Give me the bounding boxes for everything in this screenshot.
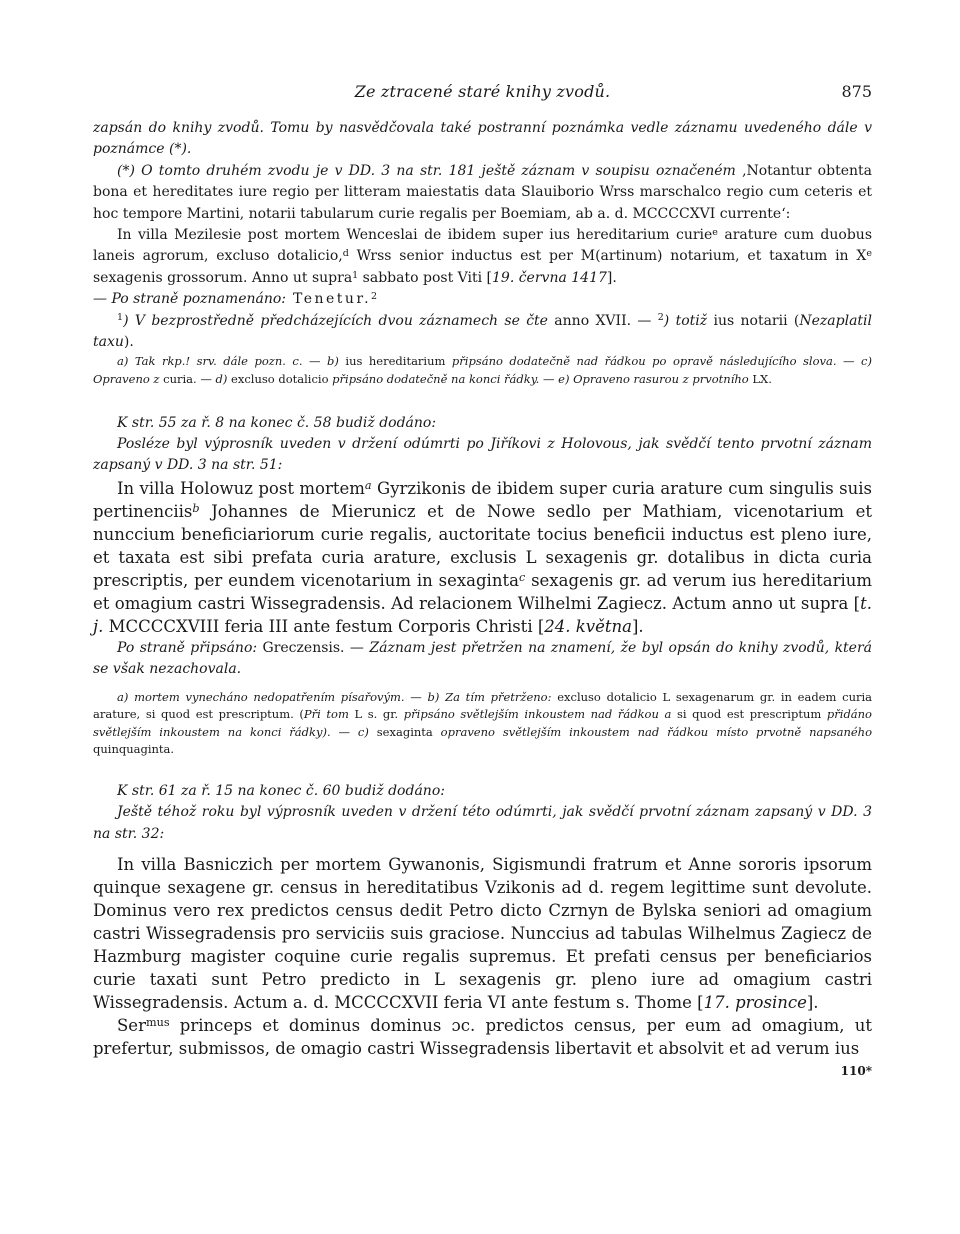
footnote-ref: b [192, 501, 200, 515]
paragraph-continuation: zapsán do knihy zvodů. Tomu by nasvědčovala také postranní poznámka vedle záznamu uvedeného dále v poznámce (*). [93, 120, 872, 158]
note-text: ius notarii ( [707, 312, 800, 329]
signature-mark: 110* [840, 1064, 872, 1079]
footnote-text: Při tom [303, 707, 349, 722]
note-text: ). [123, 334, 134, 351]
running-title: Ze ztracené staré knihy zvodů. [354, 82, 611, 101]
note-text: anno XVII. — [547, 312, 658, 329]
footnote-text: excluso dotalicio [231, 372, 329, 387]
side-note-text: Greczensis. — [257, 639, 370, 656]
record-text: sexagenis grossorum. Anno ut supra [93, 269, 353, 286]
section-intro: Ještě téhož roku byl výprosník uveden v držení této odúmrti, jak svědčí prvotní záznam zapsaný v DD. 3 na str. 32: [93, 804, 872, 842]
footnotes-block2 [93, 689, 872, 759]
side-note-label: Po straně připsáno: [117, 639, 258, 656]
footnote-text: vynecháno nedopatřením písařovým. — b) Za tím přetrženo: [179, 689, 552, 704]
record-text: sexagenis gr. ad verum ius hereditarium et omagium castri Wissegradensis. Ad relacionem Wilhelmi Zagiecz. Actum anno ut supra [ [93, 570, 873, 613]
date-note: 19. června 1417 [492, 269, 607, 286]
footnote-text: přidáno světlejším inkoustem na konci řádky). — c) [93, 707, 872, 739]
footnote-ref: d [342, 248, 349, 260]
footnotes-block1 [93, 353, 872, 388]
footnote-text: si quod est prescriptum [671, 707, 822, 722]
record-text: arature cum duobus laneis agrorum, excluso dotalicio, [93, 227, 872, 265]
footnote-ref: e [712, 226, 718, 238]
section-holovous [93, 413, 872, 759]
record-text: sabbato post Viti [ [358, 269, 492, 286]
record-text: ]. [631, 616, 644, 636]
record-text: ]. [606, 269, 617, 286]
footnote-text: a) mortem [117, 689, 180, 704]
paragraph-note-star [93, 161, 872, 225]
record-text: princeps et dominus dominus ɔc. predictos census, per eum ad omagium, ut prefertur, submissos, de omagio castri Wissegradensis libertavit et absolvit et ad verum ius [93, 1016, 872, 1059]
footnote-text: opraveno světlejším inkoustem nad řádkou místo prvotně napsaného [432, 724, 872, 739]
footnote-ref: 1 [352, 269, 359, 281]
note-text: Nezaplatil taxu [93, 312, 872, 351]
footnote-text: curia [163, 372, 194, 387]
section-heading: K str. 61 za ř. 15 na konec č. 60 budiž dodáno: [117, 783, 445, 800]
record-text: In villa Holowuz post mortem [117, 478, 365, 498]
section-mezilesie [93, 118, 872, 389]
section-heading: K str. 55 za ř. 8 na konec č. 58 budiž dodáno: [117, 414, 437, 431]
record-text: ]. [806, 993, 819, 1013]
section-basnice [93, 781, 872, 1078]
note-number: 2 [657, 312, 664, 324]
note-number: 1 [117, 312, 124, 324]
footnote-text: ius hereditarium [345, 354, 446, 369]
footnote-text: sexaginta [368, 724, 433, 739]
side-note-text: Tenetur. [286, 291, 372, 308]
footnote-text: . — d) [193, 372, 232, 387]
footnote-text: připsáno dodatečně nad řádkou po opravě následujícího slova. — c) Opraveno z [93, 354, 872, 387]
footnote-text: připsáno dodatečně na konci řádky. — e) Opraveno rasurou z prvotního [328, 372, 753, 387]
page-header [93, 82, 872, 118]
date-note: t. j. [93, 593, 872, 636]
date-note: 24. května [544, 616, 632, 636]
footnote-ref: a [364, 478, 372, 492]
record-text: In villa Basniczich per mortem Gywanonis, Sigismundi fratrum et Anne sororis ipsorum quinque sexagene gr. census in hereditatibus Vzikonis ad d. regem legittime sunt devolute. Dominus vero rex predictos census dedit Petro dicto Czrnyn de Bylska seniori ad omagium castri Wissegradensis pro serviciis suis graciose. Nunccius ad tabulas Wilhelmus Zagiecz de Hazmburg magister coquine curie regalis supremus. Et prefati census per beneficiarios curie taxati sunt Petro predicto in L sexagenis gr. pleno iure ad omagium castri Wissegradensis. Actum a. d. MCCCCXVII feria VI ante festum s. Thome [ [93, 855, 872, 1013]
side-note-tenetur [93, 289, 872, 310]
record-text: Ser [117, 1016, 146, 1036]
section-intro: Posléze byl výprosník uveden v držení odúmrti po Jiříkovi z Holovous, jak svědčí tento prvotní záznam zapsaný v DD. 3 na str. 51: [93, 436, 872, 474]
footnote-text: LX [752, 372, 769, 387]
latin-record-mezilesie [93, 225, 872, 289]
footnote-text: . [768, 372, 772, 387]
footnote-text: excluso dotalicio L sexagenarum gr. in eadem curia arature, si quod est prescriptum. ( [93, 689, 873, 722]
side-note-label: — Po straně poznamenáno: [93, 291, 286, 308]
superscript: mus [145, 1016, 170, 1030]
numbered-note [93, 311, 872, 354]
note-star-italic: (*) O tomto druhém zvodu je v DD. 3 na str. 181 ještě záznam v soupisu označeném [117, 162, 736, 179]
side-note-text: Záznam jest přetržen na znamení, že byl opsán do knihy zvodů, která se však nezachovala. [93, 639, 873, 678]
note-text: ) totiž [663, 312, 708, 329]
note-star-text: ‚Notantur obtenta bona et hereditates iure regio per litteram maiestatis data Slauiborio Wrss marschalco regio cum ceteris et hoc tempore Martini, notarii tabularum curie regalis per Boemiam, ab a. d. MCCCCXVI currente‘: [93, 162, 872, 222]
footnote-ref: 2 [371, 290, 378, 302]
footnote-text: a) Tak rkp.! srv. dále pozn. c. — b) [117, 354, 346, 369]
side-note-greczensis [93, 638, 872, 681]
latin-record-continuation [93, 1014, 872, 1060]
record-text: Johannes de Mierunicz et de Nowe sedlo per Mathiam, vicenotarium et nunccium beneficiariorum curie regalis, auctoritate tocius beneficii inductus est pleno iure, et taxata est sibi prefata curia arature, exclusis L sexagenis gr. dotalibus in dicta curia prescriptis, per eundem vicenotarium in sexaginta [93, 501, 872, 590]
footnote-text: připsáno světlejším inkoustem nad řádkou a [398, 707, 672, 722]
note-text: ) V bezprostředně předcházejících dvou záznamech se čte [123, 312, 548, 329]
page-number: 875 [841, 82, 872, 101]
latin-record-basniczich [93, 853, 872, 1014]
record-text: Gyrzikonis de ibidem super curia arature cum singulis suis pertinenciis [93, 478, 872, 521]
footnote-text: quinquaginta. [93, 742, 175, 757]
footnote-text: L s. gr. [348, 707, 399, 722]
record-text: MCCCCXVIII feria III ante festum Corporis Christi [ [103, 616, 545, 636]
record-text: In villa Mezilesie post mortem Wenceslai de ibidem super ius hereditarium curie [117, 227, 713, 244]
latin-record-holowuz [93, 477, 872, 638]
date-note: 17. prosince [703, 993, 807, 1013]
footnote-ref: e [866, 248, 872, 260]
footnote-ref: c [518, 570, 526, 584]
record-text: Wrss senior inductus est per M(artinum) notarium, et taxatum in X [348, 248, 867, 265]
